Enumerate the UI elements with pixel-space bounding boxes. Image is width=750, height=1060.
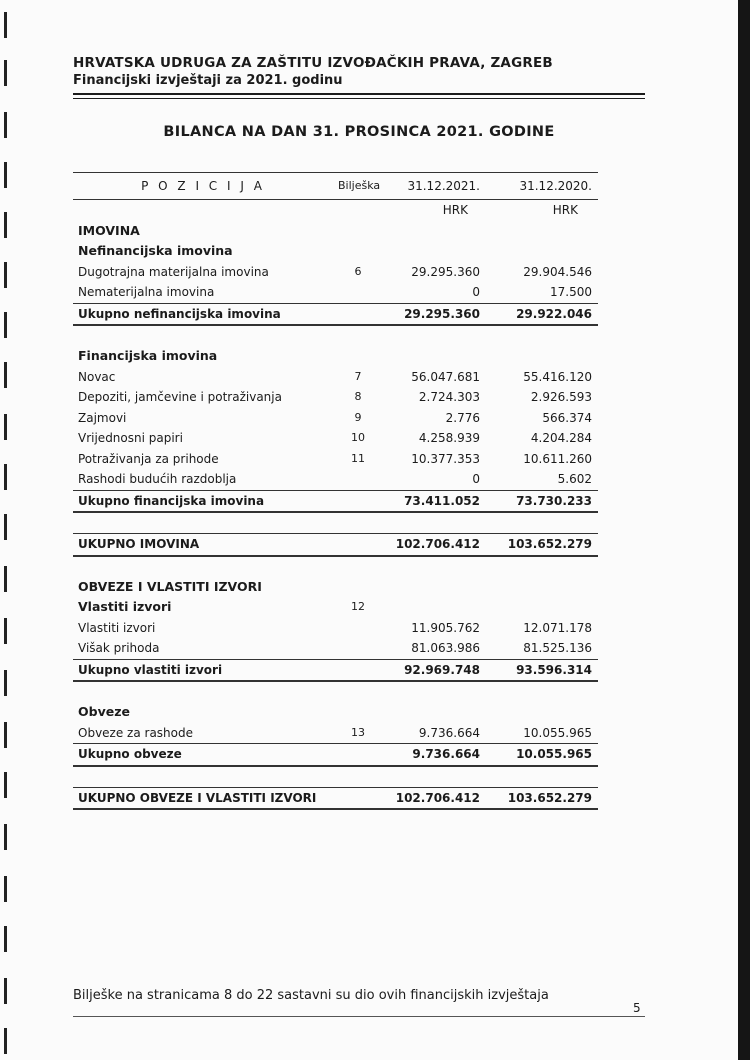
- row-value-2021: 0: [472, 472, 480, 486]
- row-value-2020: 10.055.965: [523, 725, 592, 740]
- row-label: Ukupno vlastiti izvori: [78, 662, 223, 677]
- scan-edge: [738, 0, 750, 1060]
- table-row: [73, 618, 598, 639]
- row-value-2021: 92.969.748: [404, 662, 480, 677]
- row-label: Depoziti, jamčevine i potraživanja: [78, 390, 282, 404]
- row-label: Zajmovi: [78, 410, 127, 425]
- row-value-2021: 102.706.412: [395, 537, 480, 551]
- table-row: [73, 387, 598, 408]
- section-financijska: [73, 346, 598, 367]
- row-label: UKUPNO OBVEZE I VLASTITI IZVORI: [78, 790, 317, 805]
- footer-divider: [73, 1016, 645, 1017]
- row-value-2020: 81.525.136: [523, 641, 592, 655]
- row-label: OBVEZE I VLASTITI IZVORI: [78, 578, 262, 594]
- row-value-2021: 2.724.303: [418, 390, 480, 404]
- section-imovina: [73, 221, 598, 242]
- row-note: 12: [351, 600, 365, 613]
- row-label: Ukupno financijska imovina: [78, 493, 265, 508]
- report-subtitle: Financijski izvještaji za 2021. godinu: [73, 73, 343, 88]
- page-number: 5: [633, 1001, 641, 1015]
- row-label: IMOVINA: [78, 222, 140, 238]
- header-divider: [73, 93, 645, 95]
- row-value-2021: 4.258.939: [418, 431, 480, 445]
- subtotal-row: [73, 490, 598, 514]
- row-value-2020: 4.204.284: [530, 431, 592, 445]
- row-label: Obveze: [78, 704, 130, 719]
- subtotal-row: [73, 743, 598, 767]
- row-label: Obveze za rashode: [78, 725, 193, 740]
- row-label: Potraživanja za prihode: [78, 451, 219, 466]
- row-label: Vlastiti izvori: [78, 620, 156, 635]
- document-header: [73, 55, 645, 88]
- row-value-2021: 56.047.681: [411, 369, 480, 384]
- currency-2020: HRK: [552, 203, 578, 217]
- row-value-2021: 11.905.762: [411, 620, 480, 635]
- row-label: Nematerijalna imovina: [78, 285, 215, 299]
- row-value-2021: 2.776: [445, 410, 480, 425]
- section-obveze: [73, 702, 598, 723]
- row-note: 8: [354, 390, 362, 403]
- row-value-2021: 29.295.360: [411, 264, 480, 279]
- row-label: Višak prihoda: [78, 641, 160, 655]
- row-value-2021: 102.706.412: [395, 790, 480, 805]
- row-label: Vlastiti izvori: [78, 599, 172, 614]
- column-header: [73, 172, 598, 200]
- row-value-2021: 73.411.052: [404, 493, 480, 508]
- row-label: Dugotrajna materijalna imovina: [78, 264, 269, 279]
- row-value-2021: 29.295.360: [404, 306, 480, 321]
- section-obveze-vlastiti: [73, 577, 598, 598]
- table-row: [73, 262, 598, 283]
- row-value-2020: 29.904.546: [523, 264, 592, 279]
- subtotal-row: [73, 303, 598, 327]
- page-title: BILANCA NA DAN 31. PROSINCA 2021. GODINE: [163, 124, 555, 140]
- footnote: Bilješke na stranicama 8 do 22 sastavni su dio ovih financijskih izvještaja: [73, 988, 549, 1003]
- table-row: [73, 449, 598, 470]
- table-row: [73, 282, 598, 303]
- row-value-2021: 10.377.353: [411, 451, 480, 466]
- row-value-2021: 0: [472, 285, 480, 299]
- total-liabilities-row: [73, 787, 598, 811]
- row-value-2020: 103.652.279: [507, 790, 592, 805]
- row-label: UKUPNO IMOVINA: [78, 537, 200, 551]
- row-note: 11: [351, 451, 365, 465]
- currency-row: [73, 200, 598, 221]
- col-year-2020: 31.12.2020.: [519, 179, 592, 193]
- row-note: 6: [354, 264, 362, 278]
- table-row: [73, 367, 598, 388]
- row-value-2020: 17.500: [550, 285, 592, 299]
- subtotal-row: [73, 659, 598, 683]
- col-year-2021: 31.12.2021.: [407, 179, 480, 193]
- row-label: Financijska imovina: [78, 348, 218, 363]
- table-row: [73, 638, 598, 659]
- row-value-2020: 12.071.178: [523, 620, 592, 635]
- row-value-2020: 2.926.593: [530, 390, 592, 404]
- row-value-2020: 5.602: [557, 472, 592, 486]
- row-value-2021: 9.736.664: [418, 725, 480, 740]
- row-label: Vrijednosni papiri: [78, 431, 183, 445]
- row-value-2020: 29.922.046: [516, 306, 592, 321]
- row-value-2020: 566.374: [542, 410, 592, 425]
- table-row: [73, 428, 598, 449]
- row-value-2020: 93.596.314: [516, 662, 592, 677]
- col-note: Bilješka: [338, 179, 381, 192]
- section-vlastiti-izvori: [73, 597, 598, 618]
- row-value-2020: 55.416.120: [523, 369, 592, 384]
- row-label: Nefinancijska imovina: [78, 243, 233, 258]
- row-value-2020: 10.611.260: [523, 451, 592, 466]
- col-position: P O Z I C I J A: [141, 179, 265, 193]
- total-assets-row: [73, 533, 598, 557]
- row-value-2020: 10.055.965: [516, 747, 592, 761]
- row-value-2021: 81.063.986: [411, 641, 480, 655]
- table-row: [73, 723, 598, 744]
- row-note: 13: [351, 725, 365, 739]
- table-row: [73, 408, 598, 429]
- currency-2021: HRK: [442, 203, 468, 217]
- row-label: Rashodi budućih razdoblja: [78, 472, 237, 486]
- row-note: 7: [354, 369, 362, 383]
- row-value-2021: 9.736.664: [412, 747, 480, 761]
- row-label: Ukupno obveze: [78, 747, 182, 761]
- organization-name: HRVATSKA UDRUGA ZA ZAŠTITU IZVOĐAČKIH PRAVA, ZAGREB: [73, 55, 553, 71]
- table-row: [73, 469, 598, 490]
- row-label: Novac: [78, 369, 116, 384]
- row-note: 10: [351, 431, 365, 444]
- binding-marks: [0, 0, 14, 1060]
- section-nefinancijska: [73, 241, 598, 262]
- row-value-2020: 73.730.233: [516, 493, 592, 508]
- row-label: Ukupno nefinancijska imovina: [78, 306, 281, 321]
- balance-sheet-table: [73, 172, 598, 810]
- row-value-2020: 103.652.279: [507, 537, 592, 551]
- header-divider-thin: [73, 98, 645, 99]
- row-note: 9: [354, 410, 362, 424]
